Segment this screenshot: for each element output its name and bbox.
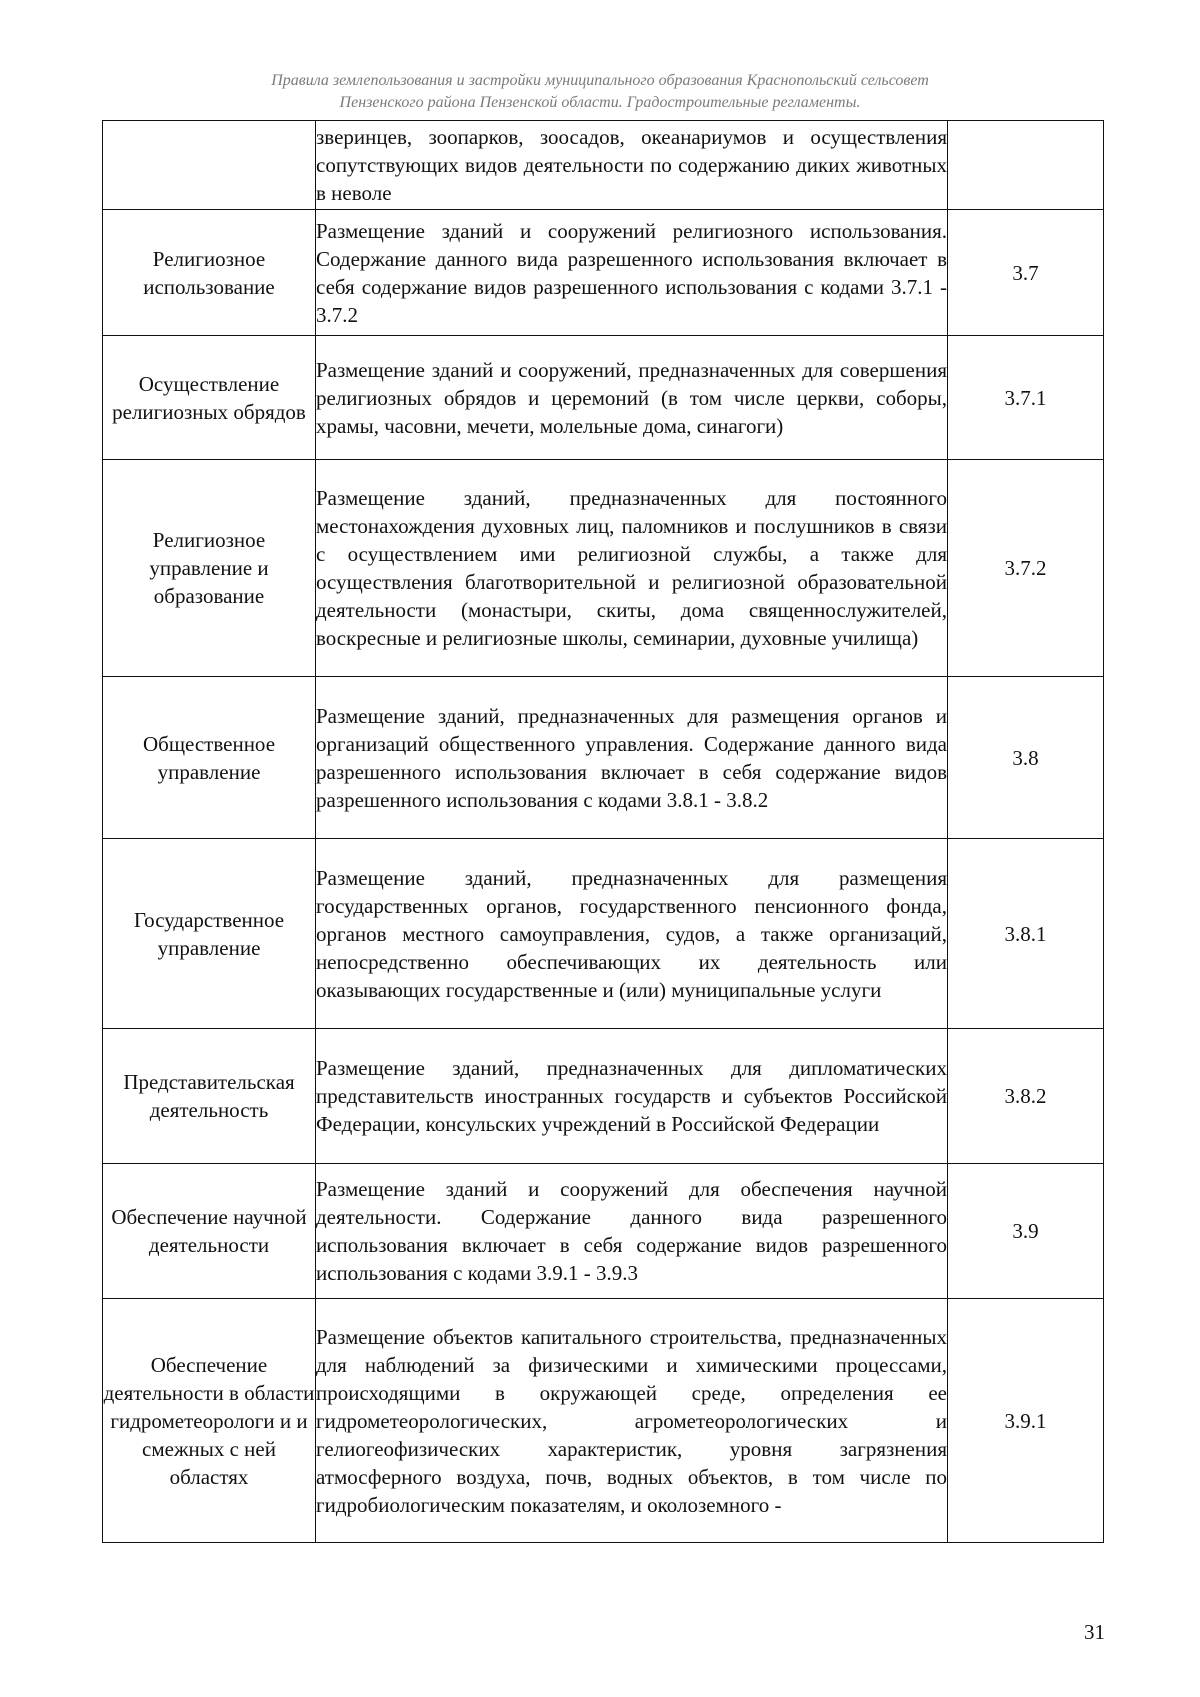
use-type-description: Размещение зданий, предназначенных для размещения органов и организаций общественного управления. Содержание данного вида разрешенного использования включает в себя содержание видов разрешенного использования с кодами 3.8.1 - 3.8.2 (316, 677, 948, 839)
table-row (103, 210, 1104, 336)
running-header (100, 70, 1100, 114)
use-type-name: Обеспечение деятельности в области гидрометеорологи и и смежных с ней областях (103, 1299, 316, 1543)
land-use-regulations-table (102, 120, 1104, 1543)
table-row (103, 336, 1104, 460)
use-type-code (948, 121, 1104, 210)
table-row (103, 1029, 1104, 1164)
use-type-name (103, 121, 316, 210)
table-row (103, 460, 1104, 677)
use-type-code: 3.8.1 (948, 839, 1104, 1029)
use-type-name: Религиозное использование (103, 210, 316, 336)
use-type-code: 3.9.1 (948, 1299, 1104, 1543)
header-line-2: Пензенского района Пензенской области. Градостроительные регламенты. (339, 94, 861, 111)
use-type-description: Размещение зданий и сооружений религиозного использования. Содержание данного вида разрешенного использования включает в себя содержание видов разрешенного использования с кодами 3.7.1 - 3.7.2 (316, 210, 948, 336)
use-type-name: Религиозное управление и образование (103, 460, 316, 677)
table-row (103, 839, 1104, 1029)
page-number: 31 (1084, 1620, 1105, 1644)
header-line-1: Правила землепользования и застройки муниципального образования Краснопольский сельсовет (271, 72, 929, 89)
table-row (103, 121, 1104, 210)
use-type-description: зверинцев, зоопарков, зоосадов, океанариумов и осуществления сопутствующих видов деятельности по содержанию диких животных в неволе (316, 121, 948, 210)
use-type-code: 3.7.1 (948, 336, 1104, 460)
use-type-name: Представительская деятельность (103, 1029, 316, 1164)
use-type-name: Государственное управление (103, 839, 316, 1029)
table-row (103, 677, 1104, 839)
use-type-code: 3.8 (948, 677, 1104, 839)
table-row (103, 1164, 1104, 1299)
use-type-code: 3.7.2 (948, 460, 1104, 677)
use-type-description: Размещение объектов капитального строительства, предназначенных для наблюдений за физическими и химическими процессами, происходящими в окружающей среде, определения ее гидрометеорологических, агрометеорологических и гелиогеофизических характеристик, уровня загрязнения атмосферного воздуха, почв, водных объектов, в том числе по гидробиологическим показателям, и околоземного - (316, 1299, 948, 1543)
use-type-description: Размещение зданий, предназначенных для дипломатических представительств иностранных государств и субъектов Российской Федерации, консульских учреждений в Российской Федерации (316, 1029, 948, 1164)
use-type-code: 3.7 (948, 210, 1104, 336)
table-row (103, 1299, 1104, 1543)
use-type-name: Осуществление религиозных обрядов (103, 336, 316, 460)
use-type-description: Размещение зданий, предназначенных для размещения государственных органов, государственного пенсионного фонда, органов местного самоуправления, судов, а также организаций, непосредственно обеспечивающих их деятельность или оказывающих государственные и (или) муниципальные услуги (316, 839, 948, 1029)
use-type-description: Размещение зданий и сооружений, предназначенных для совершения религиозных обрядов и церемоний (в том числе церкви, соборы, храмы, часовни, мечети, молельные дома, синагоги) (316, 336, 948, 460)
use-type-name: Общественное управление (103, 677, 316, 839)
use-type-code: 3.9 (948, 1164, 1104, 1299)
use-type-description: Размещение зданий, предназначенных для постоянного местонахождения духовных лиц, паломников и послушников в связи с осуществлением ими религиозной службы, а также для осуществления благотворительной и религиозной образовательной деятельности (монастыри, скиты, дома священнослужителей, воскресные и религиозные школы, семинарии, духовные училища) (316, 460, 948, 677)
use-type-code: 3.8.2 (948, 1029, 1104, 1164)
use-type-name: Обеспечение научной деятельности (103, 1164, 316, 1299)
use-type-description: Размещение зданий и сооружений для обеспечения научной деятельности. Содержание данного вида разрешенного использования включает в себя содержание видов разрешенного использования с кодами 3.9.1 - 3.9.3 (316, 1164, 948, 1299)
